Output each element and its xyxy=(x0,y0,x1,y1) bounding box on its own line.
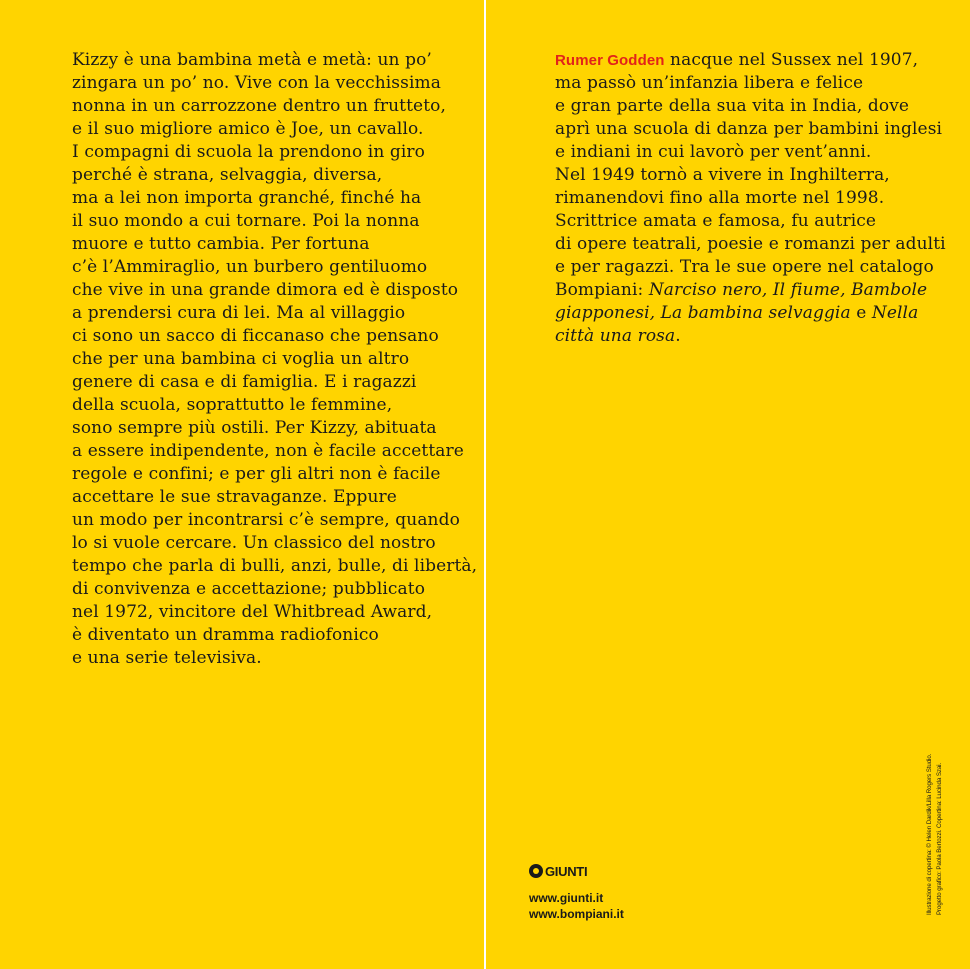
cover-illustration-credit: Illustrazione di copertina: © Helen Dardik/Lilla Rogers Studio. xyxy=(926,753,933,915)
bio-line: e per ragazzi. Tra le sue opere nel catalogo xyxy=(555,257,934,277)
image-credits xyxy=(925,710,951,915)
synopsis-line: ma a lei non importa granché, finché ha xyxy=(72,188,422,208)
synopsis-line: zingara un po’ no. Vive con la vecchissima xyxy=(72,73,441,93)
bompiani-website-link[interactable]: www.bompiani.it xyxy=(529,907,624,921)
synopsis-line: regole e confini; e per gli altri non è facile xyxy=(72,464,441,484)
synopsis-line: ci sono un sacco di ficcanaso che pensano xyxy=(72,326,439,346)
bio-line: rimanendovi fino alla morte nel 1998. xyxy=(555,188,885,208)
giunti-logo-icon xyxy=(529,864,543,878)
synopsis-line: di convivenza e accettazione; pubblicato xyxy=(72,579,426,599)
bio-line xyxy=(555,49,955,72)
bio-line xyxy=(555,302,955,325)
bio-first-line-text: nacque nel Sussex nel 1907, xyxy=(664,50,919,70)
synopsis-line: della scuola, soprattutto le femmine, xyxy=(72,395,393,415)
book-titles-italic: Narciso nero, Il fiume, Bambole xyxy=(648,280,928,300)
giunti-website-link[interactable]: www.giunti.it xyxy=(529,891,604,905)
synopsis-line: che vive in una grande dimora ed è disposto xyxy=(72,280,459,300)
author-name: Rumer Godden xyxy=(555,52,665,69)
synopsis-line: a essere indipendente, non è facile accettare xyxy=(72,441,464,461)
bio-line: e indiani in cui lavorò per vent’anni. xyxy=(555,142,872,162)
image-credits-rotated xyxy=(925,710,945,915)
synopsis-line: è diventato un dramma radiofonico xyxy=(72,625,379,645)
giunti-logo xyxy=(529,862,729,880)
fold-divider xyxy=(484,0,486,969)
bio-line: Nel 1949 tornò a vivere in Inghilterra, xyxy=(555,165,890,185)
bio-catalog-prefix: Bompiani: xyxy=(555,280,649,300)
synopsis-line: nonna in un carrozzone dentro un frutteto, xyxy=(72,96,446,116)
bio-line xyxy=(555,325,955,348)
synopsis-line: un modo per incontrarsi c’è sempre, quando xyxy=(72,510,460,530)
synopsis-line: e una serie televisiva. xyxy=(72,648,262,668)
synopsis-line: I compagni di scuola la prendono in giro xyxy=(72,142,425,162)
bio-end-punct: . xyxy=(675,326,681,346)
book-title-italic: città una rosa xyxy=(555,326,676,346)
synopsis-line: il suo mondo a cui tornare. Poi la nonna xyxy=(72,211,420,231)
synopsis-line: genere di casa e di famiglia. E i ragazzi xyxy=(72,372,417,392)
book-title-italic: Nella xyxy=(871,303,919,323)
synopsis-line: tempo che parla di bulli, anzi, bulle, di libertà, xyxy=(72,556,478,576)
synopsis-line: e il suo migliore amico è Joe, un cavallo. xyxy=(72,119,424,139)
synopsis-line: nel 1972, vincitore del Whitbread Award, xyxy=(72,602,433,622)
bio-line: ma passò un’infanzia libera e felice xyxy=(555,73,864,93)
publisher-block xyxy=(529,862,729,922)
author-bio-panel xyxy=(555,49,955,348)
bio-conjunction: e xyxy=(850,303,872,323)
synopsis-line: accettare le sue stravaganze. Eppure xyxy=(72,487,397,507)
synopsis-line: perché è strana, selvaggia, diversa, xyxy=(72,165,383,185)
giunti-logo-text: GIUNTI xyxy=(545,863,588,879)
synopsis-line: c’è l’Ammiraglio, un burbero gentiluomo xyxy=(72,257,428,277)
synopsis-line: sono sempre più ostili. Per Kizzy, abituata xyxy=(72,418,437,438)
graphic-design-credit: Progetto grafico: Paola Bertozzi. Copertina: Lucinda Szai. xyxy=(936,762,943,915)
synopsis-line: che per una bambina ci voglia un altro xyxy=(72,349,410,369)
bio-line: e gran parte della sua vita in India, dove xyxy=(555,96,910,116)
bio-line: Scrittrice amata e famosa, fu autrice xyxy=(555,211,877,231)
bio-line xyxy=(555,279,955,302)
bio-line: di opere teatrali, poesie e romanzi per adulti xyxy=(555,234,946,254)
synopsis-line: muore e tutto cambia. Per fortuna xyxy=(72,234,370,254)
synopsis-line: lo si vuole cercare. Un classico del nostro xyxy=(72,533,436,553)
bio-line: aprì una scuola di danza per bambini inglesi xyxy=(555,119,943,139)
synopsis-panel xyxy=(72,49,478,670)
synopsis-line: Kizzy è una bambina metà e metà: un po’ xyxy=(72,50,432,70)
book-titles-italic: giapponesi, La bambina selvaggia xyxy=(555,303,851,323)
synopsis-line: a prendersi cura di lei. Ma al villaggio xyxy=(72,303,406,323)
